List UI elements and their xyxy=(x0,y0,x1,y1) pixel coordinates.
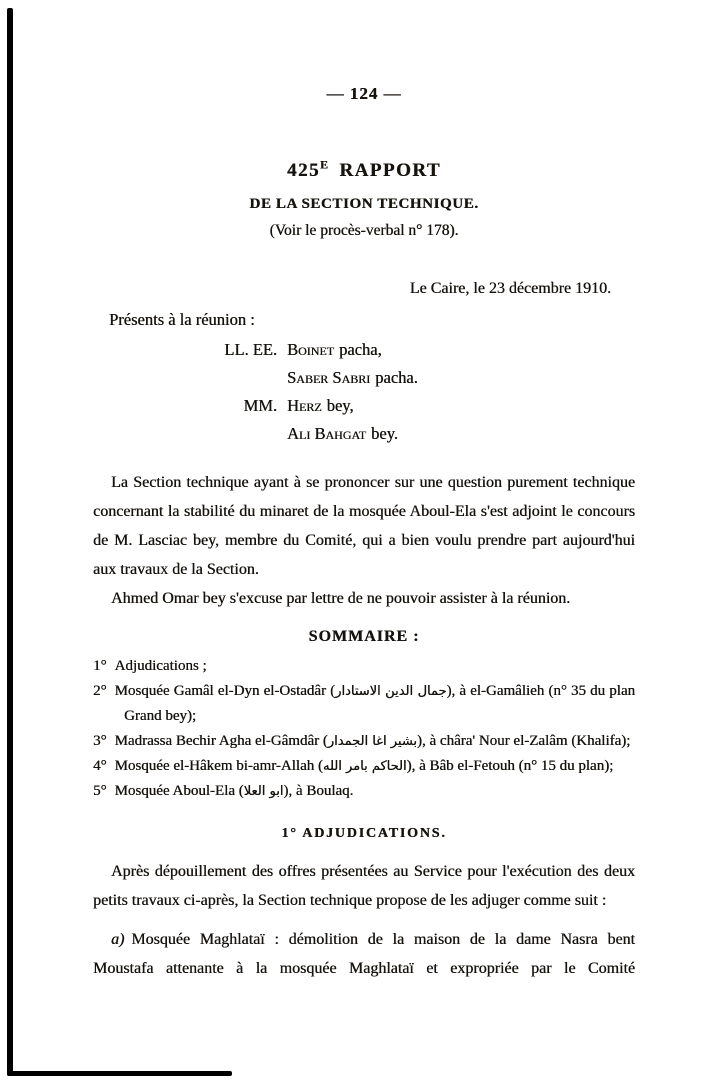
attendee-name: Boinet pacha, xyxy=(287,340,382,359)
sommaire-heading: SOMMAIRE : xyxy=(308,628,420,645)
sommaire-item-number: 1° xyxy=(93,658,107,674)
page-number: — 124 — xyxy=(326,84,402,103)
sommaire-item-text: Mosquée Aboul-Ela ( xyxy=(114,783,244,799)
report-title-text: RAPPORT xyxy=(339,160,442,181)
sommaire-item-arabic: الحاكم بامر الله xyxy=(322,759,407,774)
attendee-row xyxy=(211,364,635,392)
attendee-prefix xyxy=(211,420,277,448)
scan-edge-artifact-bottom xyxy=(7,1071,232,1076)
attendee-row xyxy=(211,420,635,448)
sommaire-item xyxy=(93,679,635,729)
attendee-row xyxy=(211,392,635,420)
report-number: 425 xyxy=(286,160,320,181)
attendee-prefix: LL. EE. xyxy=(224,340,277,359)
presents-label: Présents à la réunion : xyxy=(109,310,255,329)
dateline: Le Caire, le 23 décembre 1910. xyxy=(409,280,611,297)
attendee-name: Saber Sabri pacha. xyxy=(287,368,418,387)
sommaire-item-text: Mosquée Gamâl el-Dyn el-Ostadâr ( xyxy=(114,683,336,699)
adjudications-paragraph: Après dépouillement des offres présentées au Service pour l'exécution des deux petits travaux ci-après, la Section technique propose de les adjuger comme suit : xyxy=(93,863,635,909)
attendee-name: Herz bey, xyxy=(287,396,354,415)
sommaire-item-arabic: ابو العلا xyxy=(243,784,284,799)
attendee-prefix: MM. xyxy=(243,396,277,415)
sommaire-item-text: Adjudications ; xyxy=(114,658,207,674)
item-a-paragraph xyxy=(93,925,635,983)
attendee-name: Ali Bahgat bey. xyxy=(287,424,398,443)
sommaire-item-arabic: بشير اغا الجمدار xyxy=(327,734,417,749)
sommaire-item-text-cont: ), à châra' Nour el-Zalâm (Khalifa); xyxy=(416,733,631,749)
page-content xyxy=(93,0,635,983)
report-title xyxy=(93,160,635,182)
sommaire-item-number: 3° xyxy=(93,733,107,749)
intro-paragraph-1: La Section technique ayant à se prononcer sur une question purement technique concernant la stabilité du minaret de la mosquée Aboul-Ela s'est adjoint le concours de M. Lasciac bey, membre du Comité, qui a bien voulu prendre part aujourd'hui aux travaux de la Section. xyxy=(93,474,635,578)
sommaire-item xyxy=(93,729,635,754)
attendee-list xyxy=(211,336,635,448)
sommaire-item-number: 4° xyxy=(93,758,107,774)
sommaire-item-text-cont: ), à el-Gamâlieh (n° 35 du plan Grand bey); xyxy=(124,683,635,724)
sommaire-item-number: 5° xyxy=(93,783,107,799)
sommaire-item-text: Madrassa Bechir Agha el-Gâmdâr ( xyxy=(114,733,328,749)
sommaire-item xyxy=(93,654,635,679)
section-heading-adjudications: 1° ADJUDICATIONS. xyxy=(281,826,447,841)
item-a-text: Mosquée Maghlataï : démolition de la maison de la dame Nasra bent Moustafa attenante à la mosquée Maghlataï et expropriée par le Comité xyxy=(93,931,635,977)
sommaire-item-text-cont: ), à Bâb el-Fetouh (n° 15 du plan); xyxy=(406,758,614,774)
sommaire-item-arabic: جمال الدين الاستادار xyxy=(335,684,447,699)
scan-edge-artifact-left xyxy=(7,8,13,1076)
report-reference: (Voir le procès-verbal n° 178). xyxy=(269,222,459,239)
sommaire-item xyxy=(93,754,635,779)
item-a-marker: a) xyxy=(111,931,125,948)
attendee-row xyxy=(211,336,635,364)
intro-paragraph-2: Ahmed Omar bey s'excuse par lettre de ne pouvoir assister à la réunion. xyxy=(111,590,571,607)
sommaire-item-number: 2° xyxy=(93,683,107,699)
sommaire-item xyxy=(93,779,635,804)
attendee-prefix xyxy=(211,364,277,392)
sommaire-item-text: Mosquée el-Hâkem bi-amr-Allah ( xyxy=(114,758,323,774)
sommaire-item-text-cont: ), à Boulaq. xyxy=(283,783,354,799)
sommaire-list xyxy=(93,654,635,804)
report-number-ordinal: E xyxy=(319,158,330,172)
report-subtitle: DE LA SECTION TECHNIQUE. xyxy=(249,196,479,212)
